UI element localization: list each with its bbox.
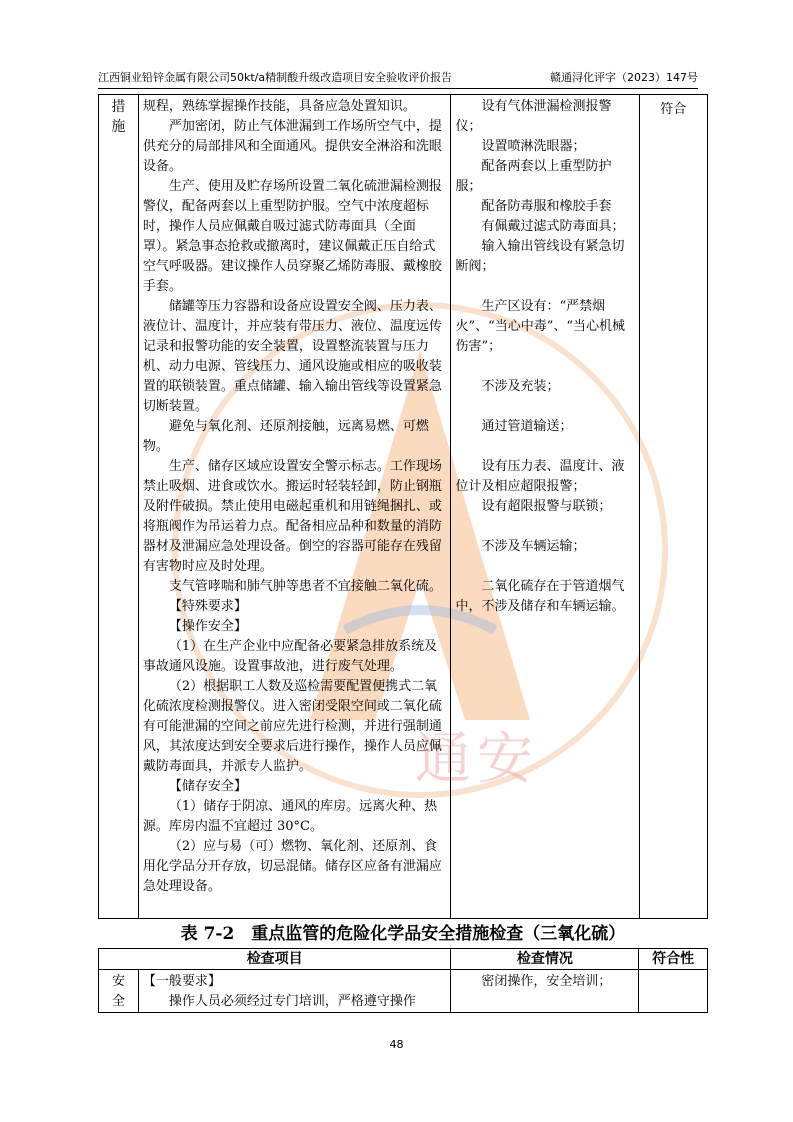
check-status-cell — [451, 970, 639, 1013]
category-label: 措施 — [111, 99, 126, 135]
check-item: 有佩戴过滤式防毒面具； — [481, 219, 625, 234]
requirement-paragraph: 生产、使用及贮存场所设置二氧化硫泄漏检测报警仪，配备两套以上重型防护服。空气中浓度超标时，操作人员应佩戴自吸过滤式防毒面具（全面罩）。紧急事态抢救或撤离时，建议佩戴正压自给式空气呼吸器。建议操作人员穿聚乙烯防毒服、戴橡胶手套。 — [142, 179, 442, 294]
header-check-status: 检查情况 — [451, 949, 639, 970]
check-item: 设有气体泄漏检测报警仪； — [455, 99, 612, 134]
requirement-paragraph: 储罐等压力容器和设备应设置安全阀、压力表、液位计、温度计，并应装有带压力、液位、温度远传记录和报警功能的安全装置，设置整流装置与压力机、动力电源、管线压力、通风设施或相应的吸收装置的联锁装置。重点储罐、输入输出管线等设置紧急切断装置。 — [142, 299, 442, 414]
requirements-cell — [138, 95, 451, 919]
safety-measures-table — [98, 94, 708, 919]
requirement-paragraph: 【操作安全】 — [168, 619, 247, 634]
page-header — [98, 70, 698, 89]
table-caption: 表 7-2 重点监管的危险化学品安全措施检查（三氧化硫） — [180, 924, 626, 944]
requirement-paragraph: （2）应与易（可）燃物、氧化剂、还原剂、食用化学品分开存放，切忌混储。储存区应备有泄漏应急处理设备。 — [142, 839, 442, 894]
requirement-paragraph: 生产、储存区域应设置安全警示标志。工作现场禁止吸烟、进食或饮水。搬运时轻装轻卸，防止钢瓶及附件破损。禁止使用电磁起重机和用链绳捆扎、或将瓶阀作为吊运着力点。配备相应品种和数量的消防器材及泄漏应急处理设备。倒空的容器可能存在残留有害物时应及时处理。 — [142, 459, 442, 574]
compliance-cell — [639, 970, 708, 1013]
check-item: 二氧化硫存在于管道烟气中，不涉及储存和车辆运输。 — [455, 579, 625, 614]
requirement-paragraph: 【一般要求】 — [142, 974, 221, 989]
requirement-paragraph: 支气管哮喘和肺气肿等患者不宜接触二氧化硫。 — [168, 579, 442, 594]
requirement-paragraph: 避免与氧化剂、还原剂接触，远离易燃、可燃物。 — [142, 419, 429, 454]
so3-measures-table — [98, 948, 708, 1013]
category-cell — [99, 970, 139, 1013]
requirement-paragraph: 操作人员必须经过专门培训，严格遵守操作 — [168, 994, 416, 1009]
requirement-paragraph: （1）在生产企业中应配备必要紧急排放系统及事故通风设施。设置事故池，进行废气处理。 — [142, 639, 438, 674]
check-item: 生产区设有：“严禁烟火”、“当心中毒”、“当心机械伤害”； — [455, 299, 626, 354]
check-item: 设有压力表、温度计、液位计及相应超限报警； — [455, 459, 625, 494]
requirement-paragraph: 【储存安全】 — [168, 779, 247, 794]
check-item: 设有超限报警与联锁； — [481, 499, 612, 514]
requirement-paragraph: （1）储存于阴凉、通风的库房。远离火种、热源。库房内温不宜超过 30°C。 — [142, 799, 438, 834]
check-item: 配备两套以上重型防护服； — [455, 159, 612, 194]
header-doc-number: 赣通浔化评字（2023）147号 — [550, 71, 698, 84]
category-label: 安全 — [111, 974, 125, 1009]
page-number: 48 — [389, 1038, 404, 1051]
check-item: 通过管道输送； — [481, 419, 573, 434]
compliance-cell — [639, 95, 707, 919]
requirement-paragraph: 规程，熟练掌握操作技能，具备应急处置知识。 — [142, 99, 416, 114]
watermark-text: 通安 — [415, 727, 539, 792]
check-item: 设置喷淋洗眼器； — [481, 139, 586, 154]
header-check-item: 检查项目 — [99, 949, 451, 970]
category-cell — [99, 95, 139, 919]
check-item: 密闭操作，安全培训； — [481, 974, 612, 989]
check-item: 输入输出管线设有紧急切断阀； — [455, 239, 625, 274]
requirement-paragraph: 【特殊要求】 — [168, 599, 247, 614]
check-item: 不涉及车辆运输； — [481, 539, 586, 554]
compliance-result: 符合 — [660, 102, 687, 117]
requirement-paragraph: 严加密闭，防止气体泄漏到工作场所空气中，提供充分的局部排风和全面通风。提供安全淋浴和洗眼设备。 — [142, 119, 442, 174]
header-report-title: 江西铜业铅锌金属有限公司50kt/a精制酸升级改造项目安全验收评价报告 — [98, 71, 453, 84]
check-status-cell — [451, 95, 639, 919]
requirements-cell — [138, 970, 451, 1013]
check-item: 不涉及充装； — [481, 379, 560, 394]
header-compliance: 符合性 — [639, 949, 708, 970]
check-item: 配备防毒服和橡胶手套 — [481, 199, 612, 214]
requirement-paragraph: （2）根据职工人数及巡检需要配置便携式二氧化硫浓度检测报警仪。进入密闭受限空间或二氧化硫有可能泄漏的空间之前应先进行检测，并进行强制通风，其浓度达到安全要求后进行操作，操作人员应佩戴防毒面具，并派专人监护。 — [142, 679, 442, 774]
